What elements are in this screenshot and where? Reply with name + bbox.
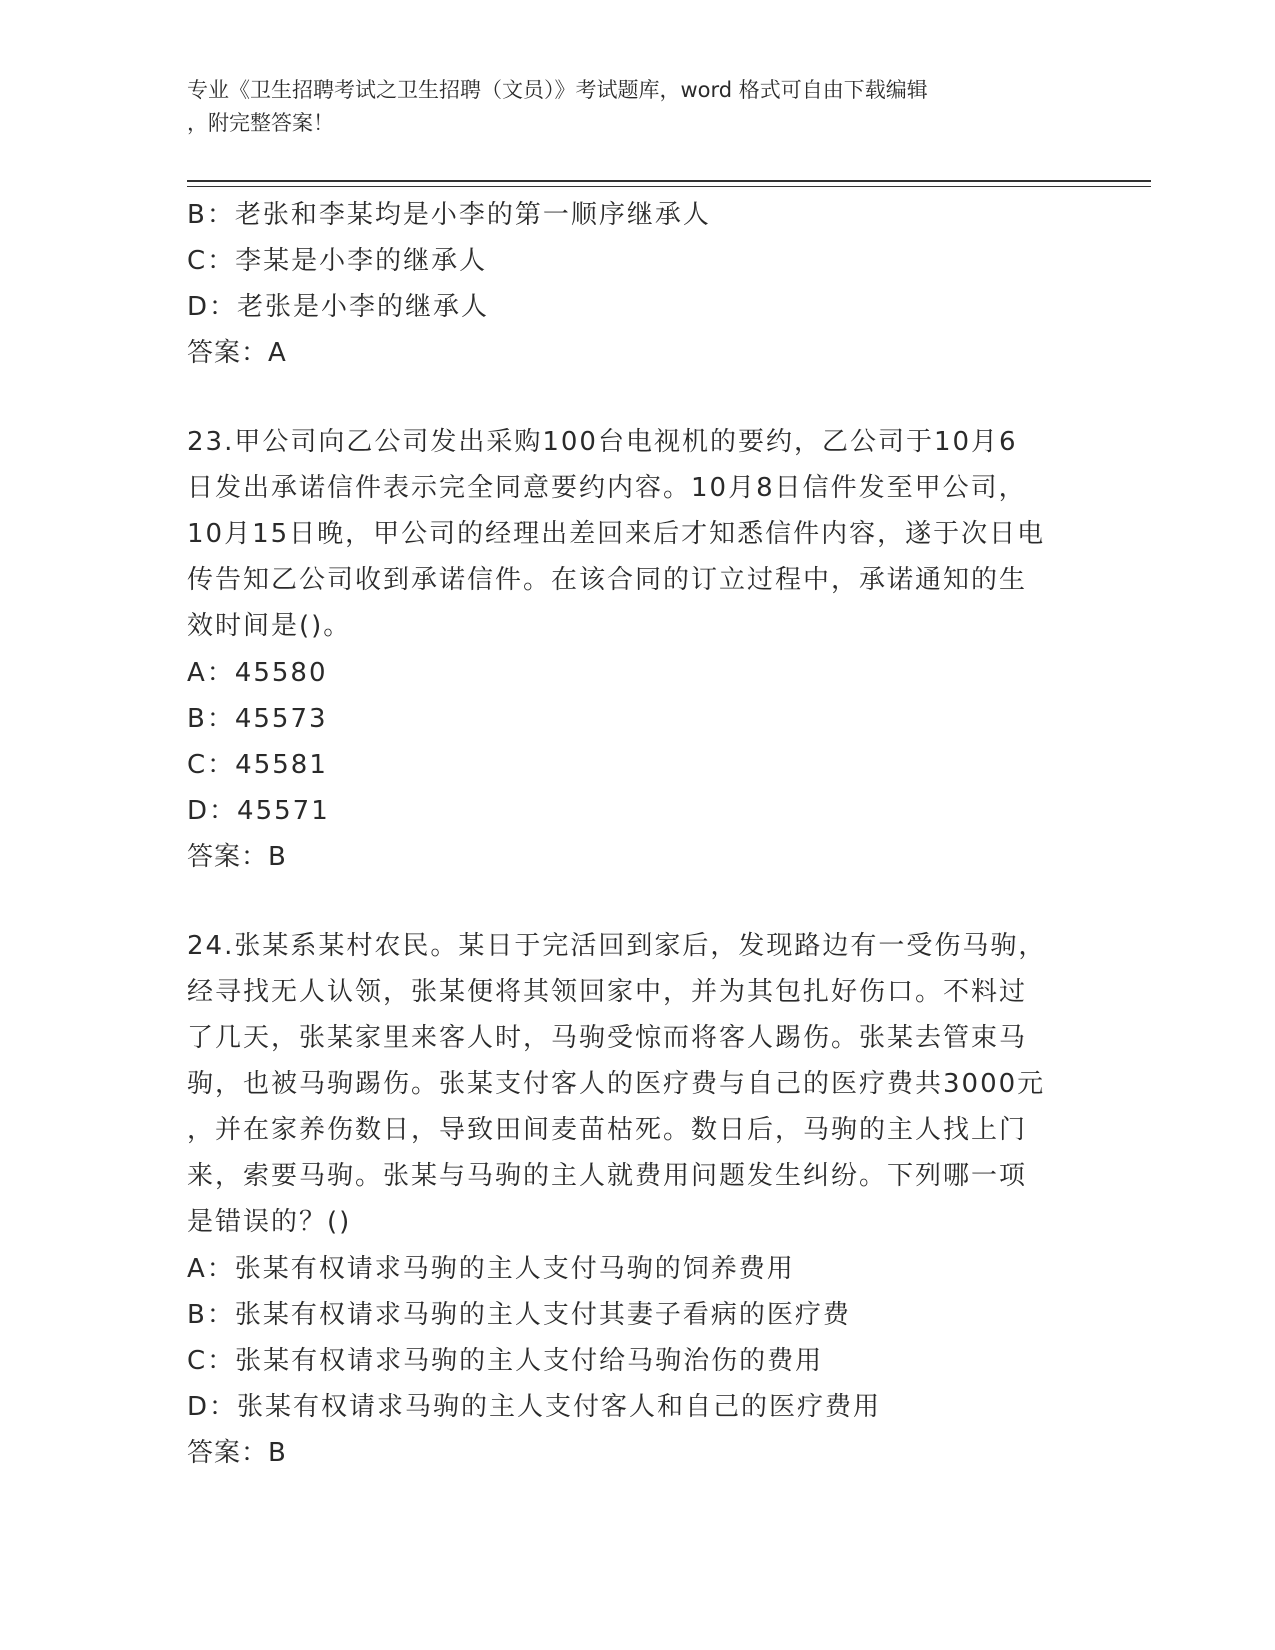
option-c: C：45581 (187, 750, 328, 780)
header-rule-thin (187, 186, 1151, 187)
option-a: A：张某有权请求马驹的主人支付马驹的饲养费用 (187, 1254, 795, 1284)
option-d: D：45571 (187, 796, 330, 826)
question-22-continued (187, 192, 1087, 376)
option-d: D：张某有权请求马驹的主人支付客人和自己的医疗费用 (187, 1392, 882, 1422)
question-24 (187, 924, 1087, 1476)
question-stem-line: 经寻找无人认领，张某便将其领回家中，并为其包扎好伤口。不料过 (187, 977, 1028, 1007)
question-stem-line: 了几天，张某家里来客人时，马驹受惊而将客人踢伤。张某去管束马 (187, 1023, 1028, 1053)
option-c: C：张某有权请求马驹的主人支付给马驹治伤的费用 (187, 1346, 824, 1376)
option-b: B：45573 (187, 704, 328, 734)
question-stem-line: 23.甲公司向乙公司发出采购100台电视机的要约，乙公司于10月6 (187, 427, 1018, 457)
question-23 (187, 420, 1087, 880)
option-b: B：张某有权请求马驹的主人支付其妻子看病的医疗费 (187, 1300, 851, 1330)
spacer (187, 376, 1087, 420)
answer-line: 答案：B (187, 842, 287, 872)
option-b: B：老张和李某均是小李的第一顺序继承人 (187, 200, 711, 230)
answer-line: 答案：B (187, 1438, 287, 1468)
spacer (187, 880, 1087, 924)
question-stem-line: 效时间是()。 (187, 611, 352, 641)
answer-line: 答案：A (187, 338, 287, 368)
question-stem-line: 驹，也被马驹踢伤。张某支付客人的医疗费与自己的医疗费共3000元 (187, 1069, 1046, 1099)
question-stem-line: 传告知乙公司收到承诺信件。在该合同的订立过程中，承诺通知的生 (187, 565, 1028, 595)
header-rule-thick (187, 180, 1151, 182)
document-body (187, 192, 1087, 1476)
header-line-2: ，附完整答案！ (187, 111, 334, 135)
question-stem-line: 日发出承诺信件表示完全同意要约内容。10月8日信件发至甲公司， (187, 473, 1027, 503)
question-stem-line: ，并在家养伤数日，导致田间麦苗枯死。数日后，马驹的主人找上门 (187, 1115, 1028, 1145)
option-d: D：老张是小李的继承人 (187, 292, 490, 322)
question-stem-line: 来，索要马驹。张某与马驹的主人就费用问题发生纠纷。下列哪一项 (187, 1161, 1028, 1191)
document-header (187, 74, 1067, 140)
option-c: C：李某是小李的继承人 (187, 246, 488, 276)
option-a: A：45580 (187, 658, 328, 688)
question-stem-line: 24.张某系某村农民。某日于完活回到家后，发现路边有一受伤马驹， (187, 931, 1047, 961)
header-line-1: 专业《卫生招聘考试之卫生招聘（文员）》考试题库，word 格式可自由下载编辑 (187, 78, 928, 102)
question-stem-line: 是错误的？() (187, 1207, 352, 1237)
question-stem-line: 10月15日晚，甲公司的经理出差回来后才知悉信件内容，遂于次日电 (187, 519, 1046, 549)
